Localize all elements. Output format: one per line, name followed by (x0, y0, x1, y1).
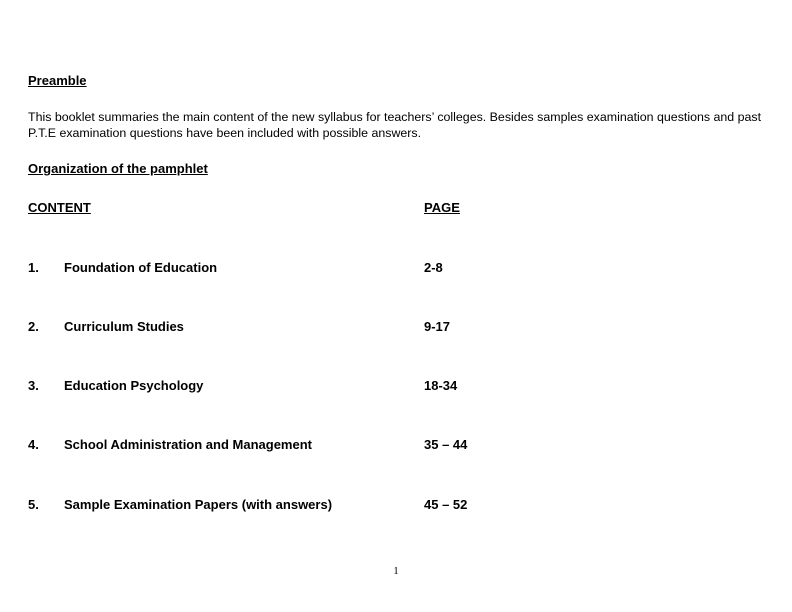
page-number: 1 (393, 565, 399, 577)
toc-page-range: 45 – 52 (424, 497, 468, 512)
toc-number: 1. (28, 260, 39, 275)
toc-title: Sample Examination Papers (with answers) (64, 497, 333, 512)
toc-page-range: 18-34 (424, 378, 458, 393)
toc-page-range: 35 – 44 (424, 437, 468, 452)
toc-row (0, 496, 792, 514)
toc-title: School Administration and Management (64, 437, 312, 452)
toc-page-range: 2-8 (424, 260, 443, 275)
toc-row (0, 377, 792, 395)
toc-title: Foundation of Education (64, 260, 218, 275)
toc-number: 2. (28, 319, 39, 334)
toc-row (0, 436, 792, 454)
toc-title: Education Psychology (64, 378, 204, 393)
toc-row (0, 259, 792, 277)
content-column-header: CONTENT (28, 200, 91, 215)
organization-heading: Organization of the pamphlet (28, 161, 208, 176)
page-column-header: PAGE (424, 200, 460, 215)
toc-title: Curriculum Studies (64, 319, 184, 334)
preamble-heading: Preamble (28, 73, 87, 88)
toc-row (0, 318, 792, 336)
toc-number: 4. (28, 437, 39, 452)
toc-number: 5. (28, 497, 39, 512)
toc-page-range: 9-17 (424, 319, 451, 334)
toc-number: 3. (28, 378, 39, 393)
preamble-text: This booklet summaries the main content of the new syllabus for teachers’ colleges. Besides samples examination questions and past P.T.E examination questions have been included with possible answers. (28, 110, 762, 140)
